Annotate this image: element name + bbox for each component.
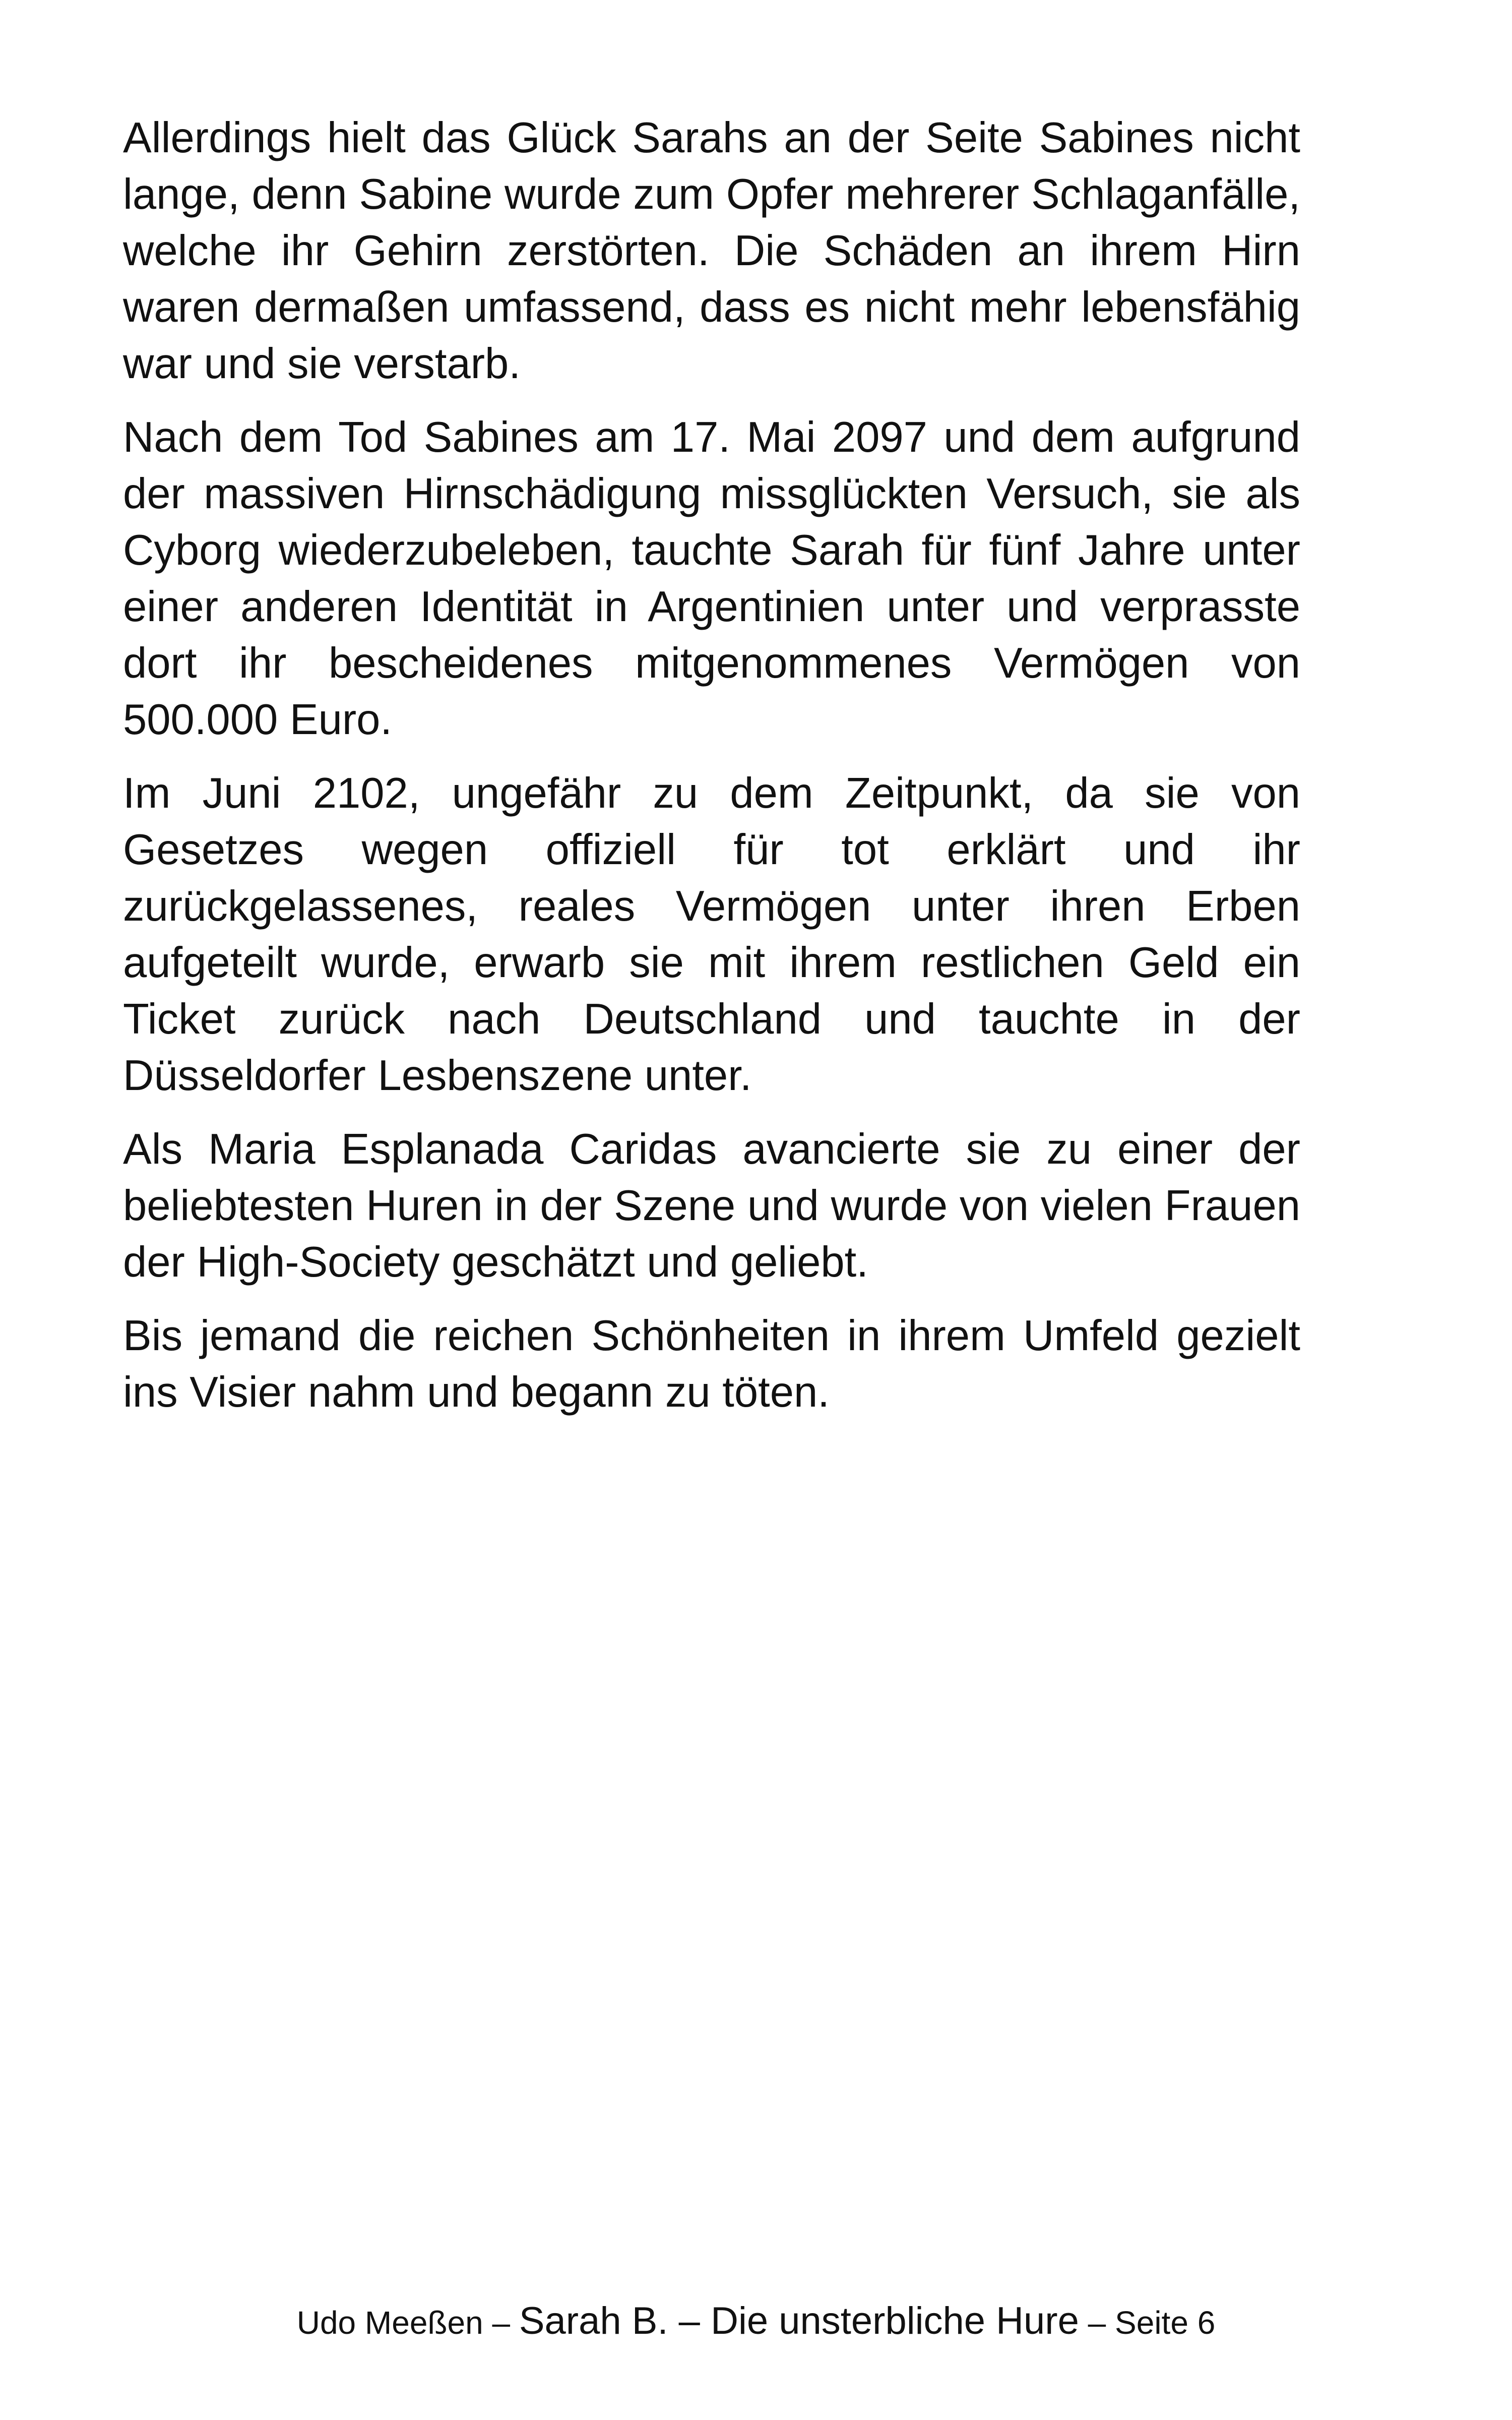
paragraph-3: Im Juni 2102, ungefähr zu dem Zeitpunkt, da sie von Gesetzes wegen offiziell für tot erklärt und ihr zurückgelassenes, reales Vermögen unter ihren Erben aufgeteilt wurde, erwarb sie mit ihrem restlichen Geld ein Ticket zurück nach Deutschland und tauchte in der Düsseldorfer Lesbenszene unter. <box>123 769 1300 1100</box>
body-text <box>123 110 1300 1438</box>
footer-author: Udo Meeßen – <box>296 2305 519 2341</box>
page-footer <box>0 2299 1512 2343</box>
footer-page-number: – Seite 6 <box>1079 2305 1216 2341</box>
paragraph-1: Allerdings hielt das Glück Sarahs an der Seite Sabines nicht lange, denn Sabine wurde zum Opfer mehrerer Schlaganfälle, welche ihr Gehirn zerstörten. Die Schäden an ihrem Hirn waren dermaßen umfassend, dass es nicht mehr lebensfähig war und sie verstarb. <box>123 114 1300 388</box>
paragraph-4: Als Maria Esplanada Caridas avancierte sie zu einer der beliebtesten Huren in der Szene und wurde von vielen Frauen der High-Society geschätzt und geliebt. <box>123 1125 1300 1286</box>
paragraph-2: Nach dem Tod Sabines am 17. Mai 2097 und dem aufgrund der massiven Hirnschädigung missglückten Versuch, sie als Cyborg wiederzubeleben, tauchte Sarah für fünf Jahre unter einer anderen Identität in Argentinien unter und verprasste dort ihr bescheidenes mitgenommenes Vermögen von 500.000 Euro. <box>123 413 1300 744</box>
footer-book-title: Sarah B. – Die unsterbliche Hure <box>519 2300 1079 2342</box>
paragraph-5: Bis jemand die reichen Schönheiten in ihrem Umfeld gezielt ins Visier nahm und begann zu töten. <box>123 1312 1300 1416</box>
